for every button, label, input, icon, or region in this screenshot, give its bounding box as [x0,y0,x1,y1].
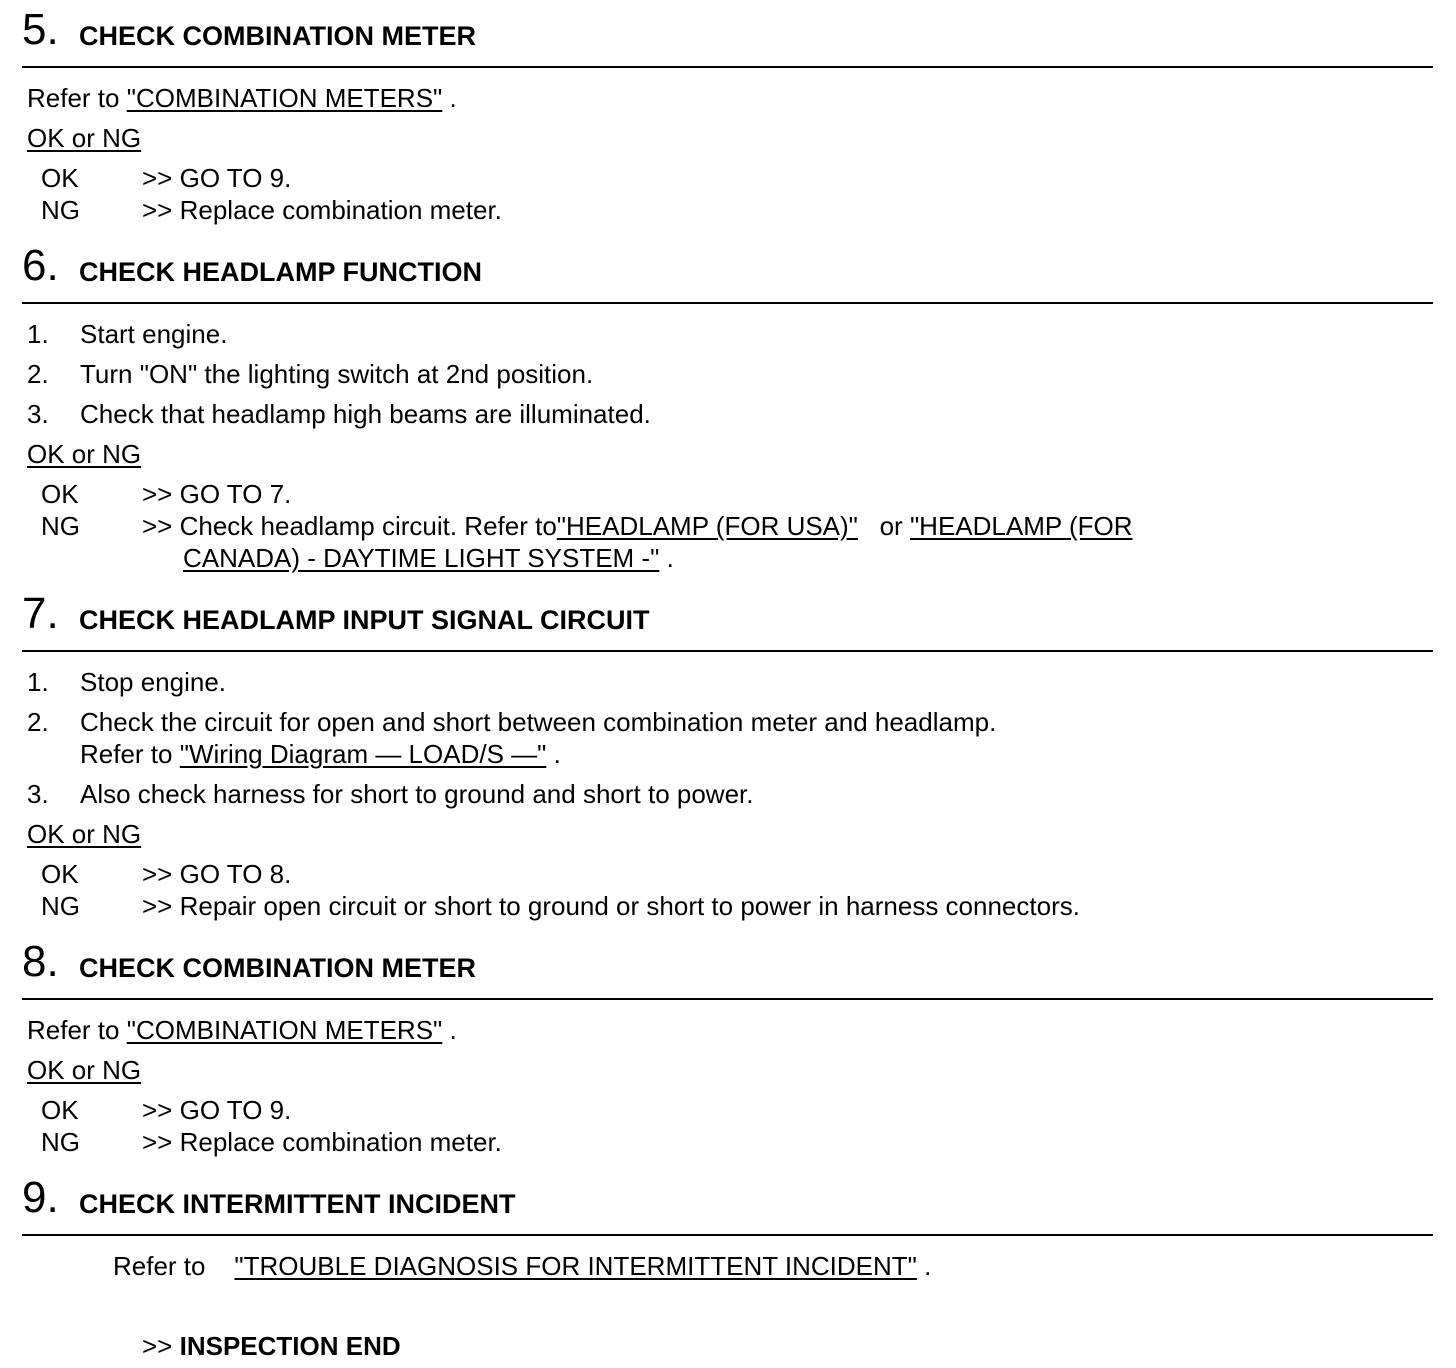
ok-action-text: GO TO 8. [179,859,292,889]
arrow: >> [142,1095,173,1125]
ok-label: OK [41,1095,79,1125]
ng-action [142,890,1080,922]
headlamp-canada-link[interactable]: "HEADLAMP (FOR [909,511,1133,541]
list-item-text: Check that headlamp high beams are illuminated. [80,399,651,429]
ng-action-text: Repair open circuit or short to ground or short to power in harness connectors. [179,891,1080,921]
period: . [553,739,561,769]
list-item-num: 2. [27,359,49,389]
ok-action-text: GO TO 9. [179,1095,292,1125]
inspection-end [142,1330,401,1362]
list-item-num: 3. [27,779,49,809]
arrow: >> [142,859,173,889]
arrow: >> [142,195,173,225]
ok-action-text: GO TO 9. [179,163,292,193]
ng-label: NG [41,511,80,541]
step-6-divider [22,302,1433,304]
ok-label: OK [41,479,79,509]
ok-or-ng-heading: OK or NG [27,819,142,849]
ok-or-ng-heading: OK or NG [27,1055,142,1085]
arrow: >> [142,511,173,541]
step-5-refer [27,82,457,114]
step-9-divider [22,1234,1433,1236]
list-item-text: Stop engine. [80,667,227,697]
period: . [449,83,457,113]
headlamp-usa-link[interactable]: "HEADLAMP (FOR USA)" [556,511,858,541]
step-8-title: CHECK COMBINATION METER [79,953,476,983]
ok-action [142,478,291,510]
arrow: >> [142,479,173,509]
step-5-divider [22,66,1433,68]
ok-action-text: GO TO 7. [179,479,292,509]
arrow: >> [142,891,173,921]
period: . [449,1015,457,1045]
ok-label: OK [41,163,79,193]
ng-action [142,510,1133,542]
list-item-num: 3. [27,399,49,429]
list-item-text: Check the circuit for open and short between combination meter and headlamp. [80,707,997,737]
list-item-text: Also check harness for short to ground and short to power. [80,779,754,809]
step-7-title: CHECK HEADLAMP INPUT SIGNAL CIRCUIT [79,605,650,635]
step-7-divider [22,650,1433,652]
refer-to-label: Refer to [80,739,173,769]
step-5-title: CHECK COMBINATION METER [79,21,476,51]
ng-label: NG [41,891,80,921]
or-text: or [879,511,903,541]
list-item-text: Turn "ON" the lighting switch at 2nd position. [80,359,594,389]
ng-action-continued [183,542,674,574]
ng-action [142,194,502,226]
ng-action [142,1126,502,1158]
list-item-num: 1. [27,667,49,697]
ok-action [142,162,291,194]
step-8-number: 8. [22,937,59,986]
ng-label: NG [41,195,80,225]
period: . [924,1251,932,1281]
step-9-number: 9. [22,1173,59,1222]
wiring-diagram-link[interactable]: "Wiring Diagram — LOAD/S —" [179,739,547,769]
ng-action-text: Replace combination meter. [179,195,502,225]
refer-to-label: Refer to [27,1015,120,1045]
refer-to-label: Refer to [27,83,120,113]
intermittent-incident-link[interactable]: "TROUBLE DIAGNOSIS FOR INTERMITTENT INCIDENT" [234,1251,917,1281]
step-8-refer [27,1014,457,1046]
step-5-number: 5. [22,5,59,54]
step-6-number: 6. [22,241,59,290]
ok-action [142,858,291,890]
ok-or-ng-heading: OK or NG [27,439,142,469]
step-6-title: CHECK HEADLAMP FUNCTION [79,257,482,287]
step-9-title: CHECK INTERMITTENT INCIDENT [79,1189,516,1219]
list-item-num: 2. [27,707,49,737]
combination-meters-link[interactable]: "COMBINATION METERS" [126,83,443,113]
list-item-text: Start engine. [80,319,228,349]
combination-meters-link[interactable]: "COMBINATION METERS" [126,1015,443,1045]
ng-action-text: Check headlamp circuit. Refer to [179,511,557,541]
period: . [666,543,674,573]
step-7-number: 7. [22,589,59,638]
step-8-divider [22,998,1433,1000]
arrow: >> [142,1127,173,1157]
headlamp-canada-link-continued[interactable]: CANADA) - DAYTIME LIGHT SYSTEM -" [183,543,660,573]
ng-action-text: Replace combination meter. [179,1127,502,1157]
arrow: >> [142,163,173,193]
step-7-refer [80,738,561,770]
ok-label: OK [41,859,79,889]
list-item-num: 1. [27,319,49,349]
inspection-end-label: INSPECTION END [179,1331,401,1361]
ok-action [142,1094,291,1126]
arrow: >> [142,1331,173,1361]
step-9-refer [113,1250,931,1282]
ok-or-ng-heading: OK or NG [27,123,142,153]
ng-label: NG [41,1127,80,1157]
refer-to-label: Refer to [113,1251,206,1281]
